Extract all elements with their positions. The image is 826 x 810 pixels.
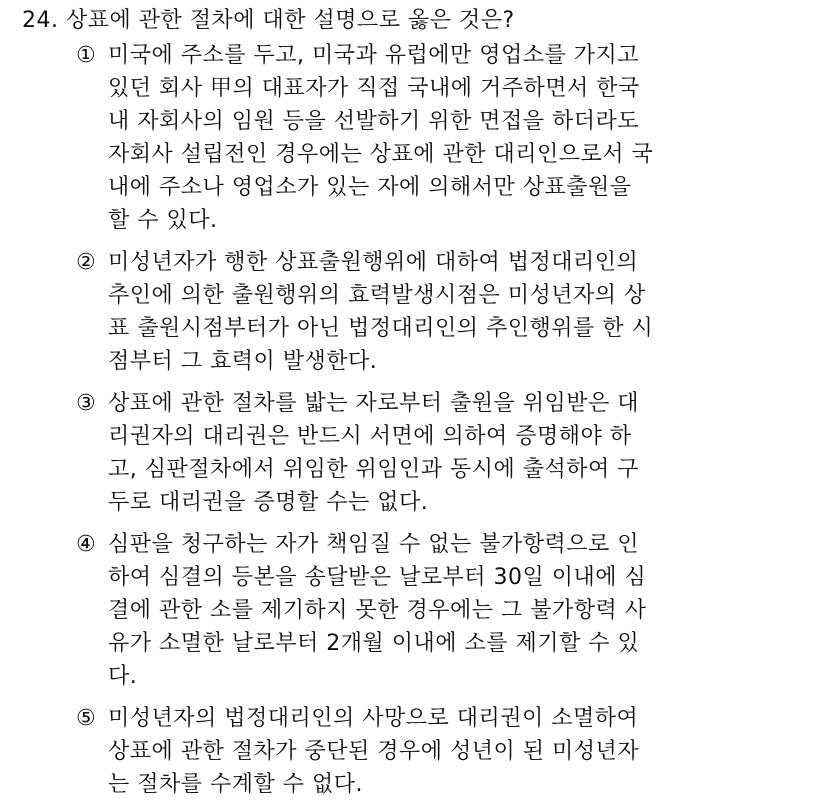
- option-text-line: 표 출원시점부터가 아닌 법정대리인의 추인행위를 한 시: [108, 316, 654, 341]
- option-text-line: 상표에 관한 절차를 밟는 자로부터 출원을 위임받은 대: [108, 391, 639, 416]
- option-text-line: 할 수 있다.: [108, 208, 218, 233]
- option-number: ③: [76, 391, 96, 416]
- option-text: [108, 387, 776, 519]
- option-text-line: 미성년자의 법정대리인의 사망으로 대리권이 소멸하여: [108, 706, 639, 731]
- answer-option-1[interactable]: [76, 39, 776, 237]
- option-text-line: 점부터 그 효력이 발생한다.: [108, 349, 378, 374]
- option-text-line: 자회사 설립전인 경우에는 상표에 관한 대리인으로서 국: [108, 142, 654, 167]
- option-text-line: 다.: [108, 664, 138, 689]
- option-text-line: 유가 소멸한 날로부터 2개월 이내에 소를 제기할 수 있: [108, 631, 640, 656]
- option-text-line: 는 절차를 수계할 수 없다.: [108, 772, 363, 797]
- option-number: ⑤: [76, 706, 96, 731]
- option-text: [108, 528, 776, 693]
- option-text-line: 상표에 관한 절차가 중단된 경우에 성년이 된 미성년자: [108, 739, 639, 764]
- answer-options: [76, 39, 776, 810]
- answer-option-2[interactable]: [76, 246, 776, 378]
- option-text: [108, 39, 776, 237]
- option-text-line: 미성년자가 행한 상표출원행위에 대하여 법정대리인의: [108, 250, 639, 275]
- answer-option-4[interactable]: [76, 528, 776, 693]
- option-text-line: 리권자의 대리권은 반드시 서면에 의하여 증명해야 하: [108, 424, 632, 449]
- option-number: ①: [76, 43, 96, 68]
- option-text-line: 내에 주소나 영업소가 있는 자에 의해서만 상표출원을: [108, 175, 632, 200]
- answer-option-3[interactable]: [76, 387, 776, 519]
- option-number: ④: [76, 532, 96, 557]
- option-number: ②: [76, 250, 96, 275]
- option-text-line: 미국에 주소를 두고, 미국과 유럽에만 영업소를 가지고: [108, 43, 639, 68]
- option-text-line: 있던 회사 甲의 대표자가 직접 국내에 거주하면서 한국: [108, 76, 640, 101]
- option-text-line: 심판을 청구하는 자가 책임질 수 없는 불가항력으로 인: [108, 532, 639, 557]
- option-text-line: 하여 심결의 등본을 송달받은 날로부터 30일 이내에 심: [108, 565, 647, 590]
- option-text: [108, 246, 776, 378]
- option-text-line: 결에 관한 소를 제기하지 못한 경우에는 그 불가항력 사: [108, 598, 647, 623]
- option-text-line: 두로 대리권을 증명할 수는 없다.: [108, 490, 429, 515]
- option-text-line: 고, 심판절차에서 위임한 위임인과 동시에 출석하여 구: [108, 457, 639, 482]
- question-title: 24. 상표에 관한 절차에 대한 설명으로 옳은 것은?: [22, 8, 515, 33]
- option-text-line: 추인에 의한 출원행위의 효력발생시점은 미성년자의 상: [108, 283, 646, 308]
- option-text-line: 내 자회사의 임원 등을 선발하기 위한 면접을 하더라도: [108, 109, 639, 134]
